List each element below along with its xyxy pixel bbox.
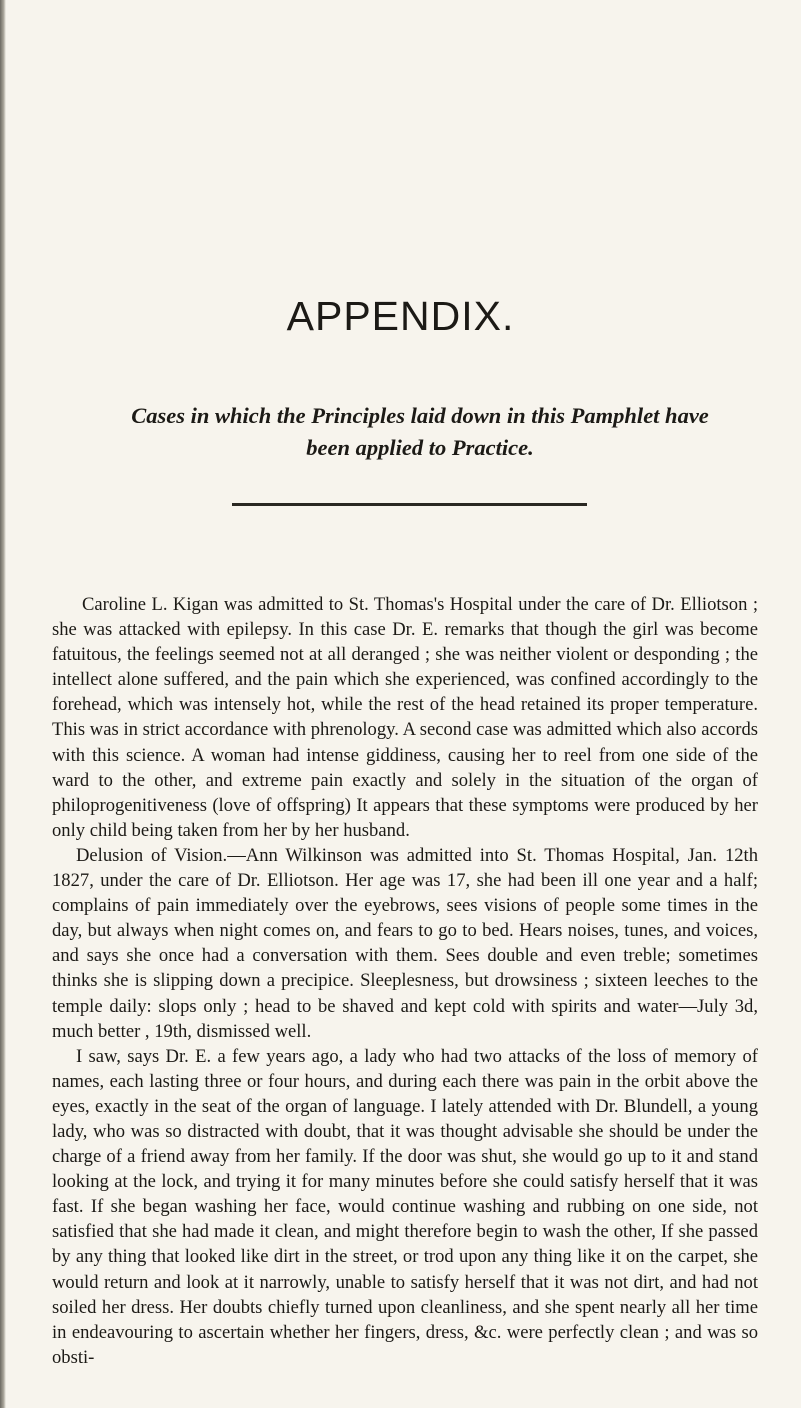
section-divider <box>232 503 587 506</box>
page-edge-shadow <box>0 0 6 1408</box>
page-title: APPENDIX. <box>286 293 515 339</box>
paragraph: Caroline L. Kigan was admitted to St. Thomas's Hospital under the care of Dr. Elliotson ; she was attacked with epilepsy. In this case Dr. E. remarks that though the girl was become fatuitous, the feelings seemed not at all deranged ; she was neither violent or desponding ; the intellect alone suffered, and the pain which she experienced, was confined accordingly to the forehead, which was intensely hot, while the rest of the head retained its proper temperature. This was in strict accordance with phrenology. A second case was admitted which also accords with this science. A woman had intense giddiness, causing her to reel from one side of the ward to the other, and extreme pain exactly and solely in the situation of the organ of philoprogenitiveness (love of offspring) It appears that these symptoms were produced by her only child being taken from her by her husband. <box>52 594 758 841</box>
page-subtitle: Cases in which the Principles laid down in this Pamphlet have been applied to Practice. <box>131 403 709 460</box>
body-text <box>52 592 758 1370</box>
paragraph: Delusion of Vision.—Ann Wilkinson was admitted into St. Thomas Hospital, Jan. 12th 1827, under the care of Dr. Elliotson. Her age was 17, she had been ill one year and a half; complains of pain immediately over the eyebrows, sees visions of people some times in the day, but always when night comes on, and fears to go to bed. Hears noises, tunes, and voices, and says she once had a conversation with them. Sees double and even treble; sometimes thinks she is slipping down a precipice. Sleeplesness, but drowsiness ; sixteen leeches to the temple daily: slops only ; head to be shaved and kept cold with spirits and water—July 3d, much better , 19th, dismissed well. <box>52 844 758 1042</box>
paragraph: I saw, says Dr. E. a few years ago, a lady who had two attacks of the loss of memory of names, each lasting three or four hours, and during each there was pain in the orbit above the eyes, exactly in the seat of the organ of language. I lately attended with Dr. Blundell, a young lady, who was so distracted with doubt, that it was thought advisable she should be under the charge of a friend away from her family. If the door was shut, she would go up to it and stand looking at the lock, and trying it for many minutes before she could satisfy herself that it was fast. If she began washing her face, would continue washing and rubbing on one side, not satisfied that she had made it clean, and might therefore begin to wash the other, If she passed by any thing that looked like dirt in the street, or trod upon any thing like it on the carpet, she would return and look at it narrowly, unable to satisfy herself that it was not dirt, and had not soiled her dress. Her doubts chiefly turned upon cleanliness, and she spent nearly all her time in endeavouring to ascertain whether her fingers, dress, &c. were perfectly clean ; and was so obsti- <box>52 1045 758 1368</box>
